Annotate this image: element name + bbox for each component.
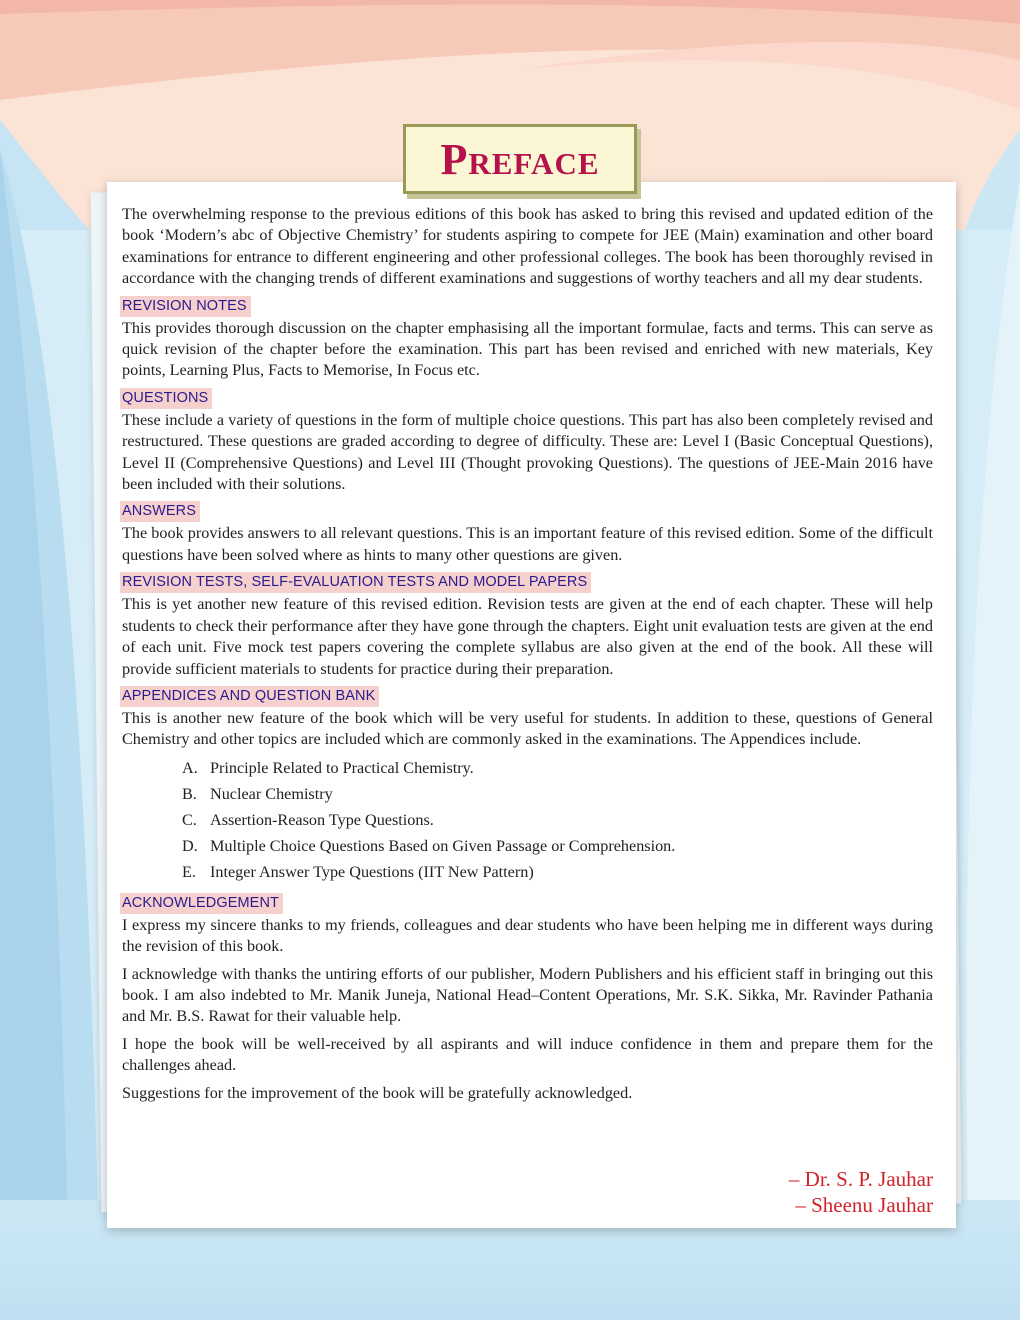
acknowledgement-paragraph: I acknowledge with thanks the untiring efforts of our publisher, Modern Publishers and his efficient staff in bringing out this book. I am also indebted to Mr. Manik Juneja, National Head–Content Operations, Mr. S.K. Sikka, Mr. Ravinder Pathania and Mr. B.S. Rawat for their valuable help. [122, 964, 933, 1026]
author-name: – Dr. S. P. Jauhar [788, 1167, 933, 1191]
section-heading-acknowledgement: ACKNOWLEDGEMENT [120, 893, 283, 914]
revision-notes-text: This provides thorough discussion on the chapter emphasising all the important formulae, facts and terms. This can serve as quick revision of the chapter before the examination. This part has been revised and enriched with new materials, Key points, Learning Plus, Facts to Memorise, In Focus etc. [122, 318, 933, 380]
list-item: C. Assertion-Reason Type Questions. [182, 810, 434, 829]
section-heading-answers: ANSWERS [120, 501, 200, 522]
list-item: B. Nuclear Chemistry [182, 784, 333, 803]
acknowledgement-paragraph: Suggestions for the improvement of the book will be gratefully acknowledged. [122, 1083, 633, 1102]
page-title: Preface [440, 134, 600, 184]
list-item: A. Principle Related to Practical Chemistry. [182, 758, 474, 777]
section-heading-appendices: APPENDICES AND QUESTION BANK [120, 686, 379, 707]
author-name: – Sheenu Jauhar [795, 1193, 933, 1217]
questions-text: These include a variety of questions in the form of multiple choice questions. This part has also been completely revised and restructured. These questions are graded according to degree of difficulty. These are: Level I (Basic Conceptual Questions), Level II (Comprehensive Questions) and Level III (Thought provoking Questions). The questions of JEE-Main 2016 have been included with their solutions. [122, 410, 933, 494]
author-signature [789, 1166, 933, 1218]
answers-text: The book provides answers to all relevant questions. This is an important feature of this revised edition. Some of the difficult questions have been solved where as hints to many other questions are given. [122, 524, 933, 564]
list-item: E. Integer Answer Type Questions (IIT New Pattern) [182, 862, 534, 881]
section-heading-revision-tests: REVISION TESTS, SELF-EVALUATION TESTS AND MODEL PAPERS [120, 572, 591, 593]
appendices-text: This is another new feature of the book which will be very useful for students. In addition to these, questions of General Chemistry and other topics are included which are commonly asked in the examinations. The Appendices include. [122, 708, 933, 749]
appendix-list [122, 755, 933, 885]
section-heading-revision-notes: REVISION NOTES [120, 296, 251, 317]
preface-content [122, 204, 933, 1104]
acknowledgement-paragraph: I express my sincere thanks to my friends, colleagues and dear students who have been helping me in different ways during the revision of this book. [122, 915, 933, 956]
title-box [403, 124, 637, 194]
acknowledgement-paragraph: I hope the book will be well-received by all aspirants and will induce confidence in them and prepare them for the challenges ahead. [122, 1034, 933, 1075]
revision-tests-text: This is yet another new feature of this revised edition. Revision tests are given at the end of each chapter. These will help students to check their performance after they have gone through the chapters. Eight unit evaluation tests are given at the end of each unit. Five mock test papers covering the complete syllabus are also given at the end of the book. All these will provide sufficient materials to students for practice during their preparation. [122, 595, 933, 678]
list-item: D. Multiple Choice Questions Based on Given Passage or Comprehension. [182, 836, 676, 855]
intro-paragraph: The overwhelming response to the previous editions of this book has asked to bring this revised and updated edition of the book ‘Modern’s abc of Objective Chemistry’ for students aspiring to compete for JEE (Main) examination and other board examinations for entrance to different engineering and other professional colleges. The book has been thoroughly revised in accordance with the changing trends of different examinations and suggestions of worthy teachers and all my dear students. [122, 205, 933, 288]
section-heading-questions: QUESTIONS [120, 388, 212, 409]
